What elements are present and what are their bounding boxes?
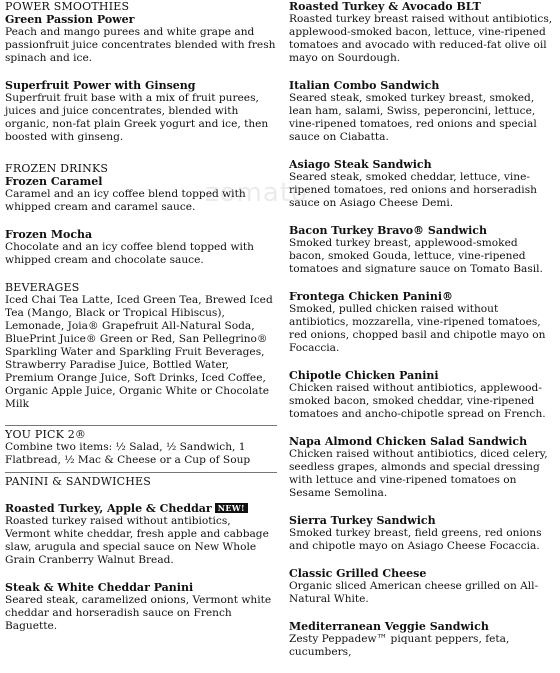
menu-item bbox=[5, 79, 277, 144]
menu-item bbox=[289, 435, 555, 500]
item-description: Zesty Peppadew™ piquant peppers, feta, cucumbers, bbox=[289, 633, 510, 658]
item-name: Italian Combo Sandwich bbox=[289, 79, 440, 92]
menu-item bbox=[5, 581, 277, 633]
item-description: Seared steak, caramelized onions, Vermont white cheddar and horseradish sauce on French Baguette. bbox=[5, 594, 272, 632]
section-heading: POWER SMOOTHIES bbox=[5, 0, 130, 13]
section-beverages bbox=[5, 281, 277, 411]
section-heading: BEVERAGES bbox=[5, 281, 80, 294]
item-description: Chicken raised without antibiotics, diced celery, seedless grapes, almonds and special dressing with lettuce and vine-ripened tomatoes on Sesame Semolina. bbox=[289, 448, 548, 499]
item-name: Bacon Turkey Bravo® Sandwich bbox=[289, 224, 487, 237]
item-description: Smoked turkey breast, applewood-smoked bacon, smoked Gouda, lettuce, vine-ripened tomatoes and signature sauce on Tomato Basil. bbox=[289, 237, 543, 275]
item-name: Green Passion Power bbox=[5, 13, 135, 26]
item-name: Mediterranean Veggie Sandwich bbox=[289, 620, 489, 633]
item-name bbox=[5, 502, 277, 515]
new-badge: NEW! bbox=[215, 503, 248, 513]
item-description: Smoked, pulled chicken raised without antibiotics, mozzarella, vine-ripened tomatoes, red onions, chopped basil and chipotle mayo on Focaccia. bbox=[289, 303, 546, 354]
watermark: zomato bbox=[205, 178, 308, 208]
section-heading: YOU PICK 2® bbox=[5, 428, 87, 441]
section-heading: FROZEN DRINKS bbox=[5, 162, 109, 175]
menu-item bbox=[5, 228, 277, 267]
section-heading: PANINI & SANDWICHES bbox=[5, 475, 152, 488]
menu-item bbox=[5, 175, 277, 214]
menu-item bbox=[5, 13, 277, 65]
menu-item bbox=[289, 567, 555, 606]
item-name: Steak & White Cheddar Panini bbox=[5, 581, 194, 594]
left-column bbox=[5, 0, 277, 647]
section-frozen-drinks bbox=[5, 162, 277, 267]
section-you-pick-2 bbox=[5, 428, 277, 467]
item-description: Combine two items: ½ Salad, ½ Sandwich, 1 Flatbread, ½ Mac & Cheese or a Cup of Soup bbox=[5, 441, 251, 466]
menu-item bbox=[289, 158, 555, 210]
menu-item bbox=[289, 79, 555, 144]
menu-item bbox=[289, 369, 555, 421]
right-column bbox=[289, 0, 555, 673]
item-description: Smoked turkey breast, field greens, red onions and chipotle mayo on Asiago Cheese Focaccia. bbox=[289, 527, 542, 552]
item-name: Asiago Steak Sandwich bbox=[289, 158, 432, 171]
item-name: Frozen Caramel bbox=[5, 175, 103, 188]
item-description: Chicken raised without antibiotics, applewood-smoked bacon, smoked cheddar, vine-ripened tomatoes and ancho-chipotle spread on French. bbox=[289, 382, 546, 420]
item-description: Chocolate and an icy coffee blend topped with whipped cream and chocolate sauce. bbox=[5, 241, 254, 266]
item-name: Classic Grilled Cheese bbox=[289, 567, 427, 580]
item-description: Caramel and an icy coffee blend topped with whipped cream and caramel sauce. bbox=[5, 188, 246, 213]
item-description: Roasted turkey raised without antibiotics, Vermont white cheddar, fresh apple and cabbage slaw, arugula and special sauce on New Whole Grain Cranberry Walnut Bread. bbox=[5, 515, 269, 566]
section-power-smoothies bbox=[5, 0, 277, 144]
item-name: Roasted Turkey & Avocado BLT bbox=[289, 0, 481, 13]
menu-item bbox=[289, 514, 555, 553]
menu-item bbox=[289, 224, 555, 276]
menu-item bbox=[289, 290, 555, 355]
item-description: Seared steak, smoked turkey breast, smoked, lean ham, salami, Swiss, peperoncini, lettuce, vine-ripened tomatoes, red onions and special sauce on Ciabatta. bbox=[289, 92, 537, 143]
item-description: Iced Chai Tea Latte, Iced Green Tea, Brewed Iced Tea (Mango, Black or Tropical Hibiscus), Lemonade, Joia® Grapefruit All-Natural Soda, BluePrint Juice® Green or Red, San Pellegrino® Sparkling Water and Sparkling Fruit Beverages, Strawberry Paradise Juice, Bottled Water, Premium Orange Juice, Soft Drinks, Iced Coffee, Organic Apple Juice, Organic White or Chocolate Milk bbox=[5, 294, 273, 410]
divider bbox=[5, 472, 277, 473]
item-name: Superfruit Power with Ginseng bbox=[5, 79, 196, 92]
menu-item bbox=[289, 620, 555, 659]
item-name: Napa Almond Chicken Salad Sandwich bbox=[289, 435, 528, 448]
section-panini-sandwiches bbox=[5, 475, 277, 633]
item-description: Superfruit fruit base with a mix of fruit purees, juices and juice concentrates, blended with organic, non-fat plain Greek yogurt and ice, then boosted with ginseng. bbox=[5, 92, 269, 143]
item-description: Roasted turkey breast raised without antibiotics, applewood-smoked bacon, lettuce, vine-ripened tomatoes and avocado with reduced-fat olive oil mayo on Sourdough. bbox=[289, 13, 553, 64]
item-name: Chipotle Chicken Panini bbox=[289, 369, 439, 382]
item-description: Peach and mango purees and white grape and passionfruit juice concentrates blended with fresh spinach and ice. bbox=[5, 26, 276, 64]
menu-item bbox=[289, 0, 555, 65]
item-description: Seared steak, smoked cheddar, lettuce, vine-ripened tomatoes, red onions and horseradish sauce on Asiago Cheese Demi. bbox=[289, 171, 537, 209]
item-name-text: Roasted Turkey, Apple & Cheddar bbox=[5, 502, 212, 515]
item-name: Frozen Mocha bbox=[5, 228, 93, 241]
menu-item bbox=[5, 502, 277, 567]
divider bbox=[5, 425, 277, 426]
item-name: Frontega Chicken Panini® bbox=[289, 290, 454, 303]
item-name: Sierra Turkey Sandwich bbox=[289, 514, 436, 527]
item-description: Organic sliced American cheese grilled on All-Natural White. bbox=[289, 580, 539, 605]
